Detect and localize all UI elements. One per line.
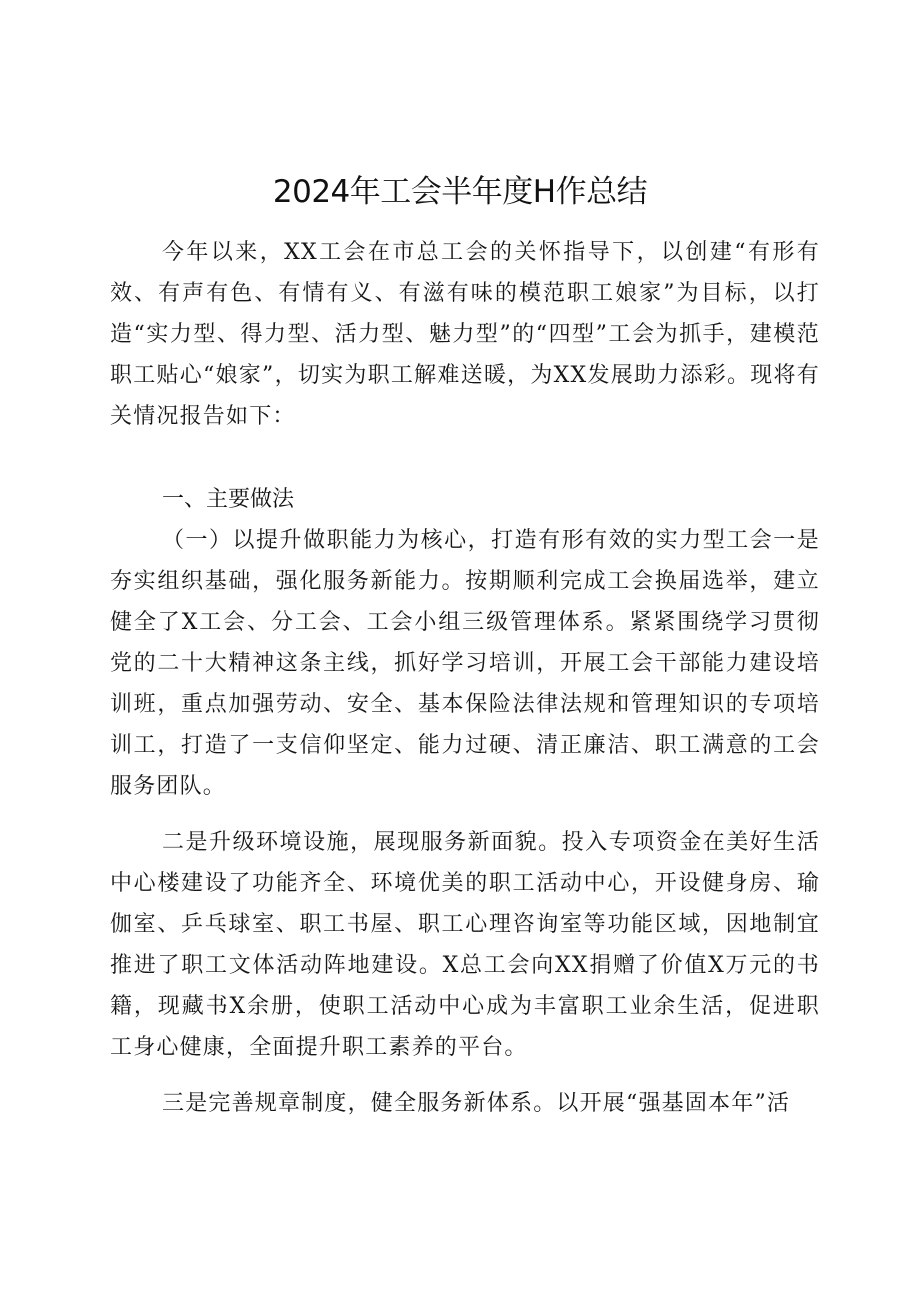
body-paragraph-2: 二是升级环境设施，展现服务新面貌。投入专项资金在美好生活中心楼建设了功能齐全、环境优美的职工活动中心，开设健身房、瑜伽室、乒乓球室、职工书屋、职工心理咨询室等功能区域，因地制宜推进了职工文体活动阵地建设。X总工会向XX捐赠了价值X万元的书籍，现藏书X余册，使职工活动中心成为丰富职工业余生活，促进职工身心健康，全面提升职工素养的平台。 bbox=[110, 830, 820, 1060]
body-paragraph-3: 三是完善规章制度，健全服务新体系。以开展“强基固本年”活 bbox=[162, 1091, 791, 1116]
intro-paragraph: 今年以来，XX工会在市总工会的关怀指导下，以创建“有形有效、有声有色、有情有义、有滋有味的模范职工娘家”为目标，以打造“实力型、得力型、活力型、魅力型”的“四型”工会为抓手，建模范职工贴心“娘家”，切实为职工解难送暖，为XX发展助力添彩。现将有关情况报告如下： bbox=[110, 240, 820, 429]
document-title: 2024年工会半年度H作总结 bbox=[272, 174, 648, 210]
section-heading: 一、主要做法 bbox=[162, 487, 295, 512]
body-paragraph-1: （一）以提升做职能力为核心，打造有形有效的实力型工会一是夯实组织基础，强化服务新能力。按期顺利完成工会换届选举，建立健全了X工会、分工会、工会小组三级管理体系。紧紧围绕学习贯彻党的二十大精神这条主线，抓好学习培训，开展工会干部能力建设培训班，重点加强劳动、安全、基本保险法律法规和管理知识的专项培训工，打造了一支信仰坚定、能力过硬、清正廉洁、职工满意的工会服务团队。 bbox=[110, 528, 820, 799]
